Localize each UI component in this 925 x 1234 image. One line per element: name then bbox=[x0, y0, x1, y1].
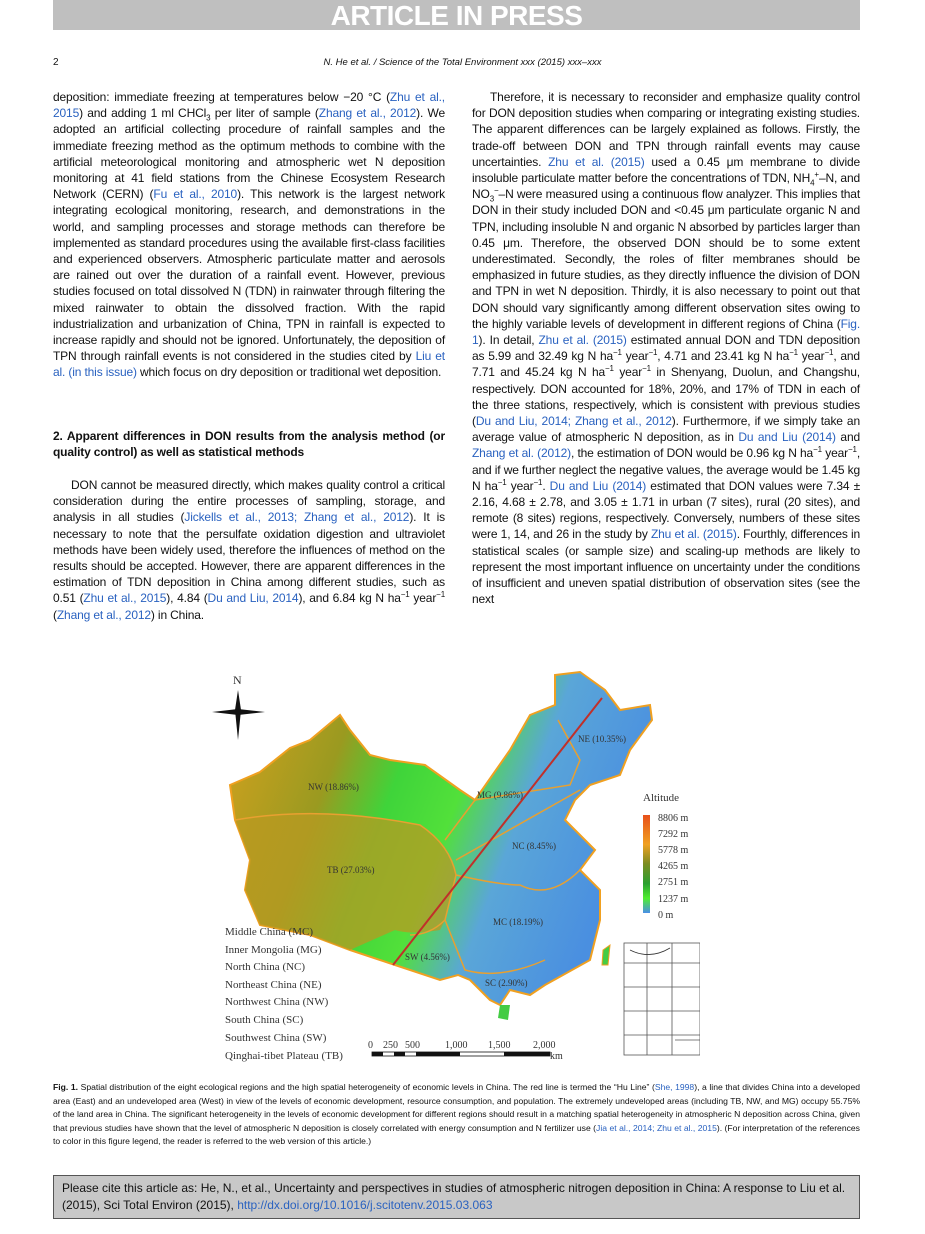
text-run: per liter of sample ( bbox=[210, 106, 319, 121]
scale-bar bbox=[368, 1040, 563, 1062]
superscript: −1 bbox=[642, 364, 651, 374]
superscript: −1 bbox=[648, 348, 658, 358]
legend-entry: Northwest China (NW) bbox=[225, 996, 329, 1008]
reference-link[interactable]: Zhu et al. (2015) bbox=[548, 154, 645, 169]
reference-link[interactable]: Du and Liu (2014) bbox=[738, 430, 836, 445]
subscript: 4 bbox=[810, 178, 815, 188]
superscript: −1 bbox=[400, 590, 410, 600]
superscript: −1 bbox=[533, 477, 543, 487]
legend-entry: Southwest China (SW) bbox=[225, 1032, 327, 1044]
region-label: NC (8.45%) bbox=[512, 841, 556, 851]
region-label: TB (27.03%) bbox=[327, 865, 375, 875]
region-label: SC (2.90%) bbox=[485, 978, 528, 988]
altitude-title: Altitude bbox=[643, 792, 680, 804]
text-run: , the estimation of DON would be 0.96 kg N ha bbox=[570, 446, 814, 461]
subscript: 3 bbox=[489, 194, 495, 204]
legend-entry: Qinghai-tibet Plateau (TB) bbox=[225, 1050, 343, 1062]
altitude-tick: 4265 m bbox=[658, 861, 689, 872]
text-run: –N were measured using a continuous flow analyzer. This implies that DON in their study included DON and <0.45 μm particulate organic N and TPN, including insoluble N and organic N absorbed by particles larger than 0.45 μm. Therefore, the observed DON should be to some extent underestimated. Secondly, the roles of filter membranes should be emphasized in future studies, as they directly influence the division of DON and TPN in wet N deposition. Thirdly, it is also necessary to point out that DON should vary significantly among different observation sites owing to the highly variable levels of development in different regions of China ( bbox=[472, 187, 860, 331]
text-run: year bbox=[409, 591, 437, 606]
text-run: . Fourthly, differences in statistical scales (or sample size) and scaling-up methods are likely to represent the most important influence on uncertainty under the conditions of insufficient and uneven spatial distribution of observation sites (see the next bbox=[472, 527, 860, 607]
text-run: , and 7.71 and 45.24 kg N ha bbox=[472, 349, 860, 380]
reference-link[interactable]: Du and Liu (2014) bbox=[549, 478, 647, 493]
text-run: deposition: immediate freezing at temperatures below −20 °C ( bbox=[53, 90, 390, 104]
text-run: ( bbox=[53, 607, 57, 622]
text-run: year bbox=[613, 365, 643, 380]
superscript: −1 bbox=[789, 348, 798, 358]
reference-link[interactable]: Jia et al., 2014; Zhu et al., 2015 bbox=[596, 1122, 717, 1133]
text-run: year bbox=[621, 349, 649, 364]
text-run: Spatial distribution of the eight ecological regions and the high spatial heterogeneity of economic levels in China. The red line is termed the “Hu Line” ( bbox=[78, 1082, 655, 1092]
section-heading: 2. Apparent differences in DON results from the analysis method (or quality control) as well as statistical methods bbox=[53, 429, 445, 460]
text-run: ), 4.84 ( bbox=[166, 591, 208, 606]
reference-link[interactable]: Zhu et al., 2015 bbox=[83, 591, 167, 606]
reference-link[interactable]: Zhang et al. (2012) bbox=[472, 446, 571, 461]
legend-entry: Northeast China (NE) bbox=[225, 979, 322, 991]
svg-text:2,000: 2,000 bbox=[533, 1040, 556, 1051]
text-run: in Shenyang, Duolun, and Changshu, respectively. DON accounted for 18%, 20%, and 17% of TDN in each of the three stations, respectively, which is consistent with previous studies ( bbox=[472, 365, 860, 429]
figure-caption bbox=[53, 1081, 860, 1149]
page-number: 2 bbox=[53, 57, 59, 68]
reference-link[interactable]: Du and Liu, 2014 bbox=[207, 591, 299, 606]
reference-link[interactable]: Fig. 1 bbox=[472, 316, 860, 348]
south-china-sea-inset bbox=[624, 943, 700, 1055]
text-run: used a 0.45 μm membrane to divide insoluble particulate matter before the concentrations of TDN, NH bbox=[472, 154, 861, 186]
superscript: − bbox=[494, 186, 499, 196]
text-run: ) in China. bbox=[150, 607, 204, 622]
reference-link[interactable]: Zhang et al., 2012 bbox=[56, 607, 151, 622]
right-paragraph-1 bbox=[472, 89, 860, 608]
reference-link[interactable]: http://dx.doi.org/10.1016/j.scitotenv.2015.03.063 bbox=[237, 1197, 493, 1212]
altitude-tick: 7292 m bbox=[658, 829, 689, 840]
left-paragraph-2 bbox=[53, 477, 445, 623]
caption-label: Fig. 1. bbox=[53, 1082, 79, 1092]
superscript: −1 bbox=[848, 445, 857, 455]
text-run: –N, and NO bbox=[472, 171, 860, 202]
text-run: DON cannot be measured directly, which makes quality control a critical consideration during the entire processes of sampling, storage, and analysis in all studies ( bbox=[53, 478, 445, 525]
altitude-tick: 8806 m bbox=[658, 813, 689, 824]
text-run: year bbox=[506, 478, 534, 493]
region-label: SW (4.56%) bbox=[405, 952, 450, 962]
superscript: + bbox=[814, 170, 819, 180]
region-label: NE (10.35%) bbox=[578, 734, 626, 744]
reference-link[interactable]: Liu et al. (in this issue) bbox=[53, 349, 445, 380]
figure-1-map bbox=[200, 660, 700, 1070]
text-run: ). This network is the largest network integrating ecological monitoring, research, and demonstrations in the world, and sampling processes and storage methods can therefore be implemented as standard procedures using the available first-class facilities and experienced observers. Atmospheric particulate matter and aerosols are rained out over the duration of a rainfall event. However, previous studies focused on total dissolved N (TDN) in rainwater through filtering the mixed rainwater to obtain the dissolved fraction. With the rapid industrialization and urbanization of China, TPN in rainfall is expected to increase rapidly and should not be ignored. Unfortunately, the deposition of TPN through rainfall events is not considered in the studies cited by bbox=[53, 187, 445, 364]
left-paragraph-1 bbox=[53, 89, 445, 381]
legend-entry: South China (SC) bbox=[225, 1014, 304, 1026]
altitude-colorbar bbox=[643, 815, 650, 913]
text-run: ). We adopted an artificial collecting procedure of rainfall samples and the immediate freezing method as the optimum methods to combine with the artificial meteorological monitoring and atmospheric wet N deposition monitoring at 41 field stations from the Chinese Ecosystem Research Network (CERN) ( bbox=[53, 106, 445, 202]
north-label: N bbox=[233, 673, 242, 687]
text-run: . bbox=[542, 478, 550, 493]
altitude-tick: 1237 m bbox=[658, 894, 689, 905]
region-label: MG (9.86%) bbox=[477, 790, 523, 800]
svg-text:250: 250 bbox=[383, 1040, 398, 1051]
subscript: 3 bbox=[206, 113, 211, 123]
text-run: ). Furthermore, if we simply take an average value of atmospheric N deposition, as in bbox=[472, 414, 860, 445]
svg-text:km: km bbox=[550, 1051, 563, 1062]
altitude-tick: 2751 m bbox=[658, 877, 689, 888]
text-run: , and if we further neglect the negative values, the average would be 1.45 kg N ha bbox=[472, 446, 861, 493]
reference-link[interactable]: Du and Liu, 2014; Zhang et al., 2012 bbox=[475, 414, 672, 429]
legend-entry: Inner Mongolia (MG) bbox=[225, 944, 322, 956]
svg-text:500: 500 bbox=[405, 1040, 420, 1051]
superscript: −1 bbox=[497, 477, 507, 487]
text-run: ). (For interpretation of the references to color in this figure legend, the reader is referred to the web version of this article.) bbox=[53, 1122, 860, 1146]
running-head: N. He et al. / Science of the Total Environment xxx (2015) xxx–xxx bbox=[323, 57, 602, 68]
text-run: ), a line that divides China into a developed area (East) and an undeveloped area (West) in view of the levels of economic development, resource consumption, and population. The extremely undeveloped areas (including TB, NW, and MG) occupy 55.75% of the land area in China. The significant heterogeneity in the levels of economic development for different regions should result in a matching spatial heterogeneity in atmospheric N deposition across China, given that previous studies have shown that the level of atmospheric N deposition is closely correlated with energy consumption and N fertilizer use ( bbox=[53, 1082, 861, 1133]
text-run: ) and adding 1 ml CHCl bbox=[79, 106, 207, 121]
text-run: Therefore, it is necessary to reconsider and emphasize quality control for DON deposition studies when comparing or integrating existing studies. The apparent differences can be largely explained as follows. Firstly, the trade-off between DON and TPN through rainfall events may cause uncertainties. bbox=[472, 90, 860, 169]
reference-link[interactable]: Zhang et al., 2012 bbox=[318, 106, 417, 121]
reference-link[interactable]: Zhu et al. (2015) bbox=[538, 333, 627, 348]
legend-entry: Middle China (MC) bbox=[225, 926, 313, 938]
text-run: , 4.71 and 23.41 kg N ha bbox=[657, 349, 790, 364]
altitude-tick: 5778 m bbox=[658, 845, 689, 856]
text-run: year bbox=[797, 349, 825, 364]
text-run: estimated annual DON and TDN deposition as 5.99 and 32.49 kg N ha bbox=[472, 333, 861, 364]
superscript: −1 bbox=[436, 590, 445, 600]
reference-link[interactable]: She, 1998 bbox=[654, 1082, 695, 1092]
text-run: Please cite this article as: He, N., et al., Uncertainty and perspectives in studies of atmospheric nitrogen deposition in China: A response to Liu et al. (2015), Sci Total Environ (2015), bbox=[62, 1181, 846, 1212]
region-label: MC (18.19%) bbox=[493, 917, 543, 927]
svg-text:0: 0 bbox=[368, 1040, 373, 1051]
superscript: −1 bbox=[824, 348, 834, 358]
reference-link[interactable]: Jickells et al., 2013; Zhang et al., 2012 bbox=[184, 510, 410, 525]
reference-link[interactable]: Fu et al., 2010 bbox=[153, 187, 238, 202]
compass-rose-icon bbox=[212, 673, 265, 740]
legend-entry: North China (NC) bbox=[225, 961, 306, 973]
svg-text:1,000: 1,000 bbox=[445, 1040, 468, 1051]
superscript: −1 bbox=[613, 348, 622, 358]
text-run: ). It is necessary to note that the persulfate oxidation digestion and ultraviolet methods have been widely used, therefore the influences of method on the results should be accepted. However, there are apparent differences in the estimation of TDN deposition in China among different studies, such as 0.51 ( bbox=[53, 510, 445, 606]
reference-link[interactable]: Zhu et al., 2015 bbox=[53, 90, 445, 121]
superscript: −1 bbox=[605, 364, 614, 374]
text-run: and bbox=[835, 430, 861, 445]
reference-link[interactable]: Zhu et al. (2015) bbox=[650, 527, 737, 542]
region-label: NW (18.86%) bbox=[308, 782, 359, 792]
citation-box bbox=[53, 1175, 860, 1219]
article-in-press-banner: ARTICLE IN PRESS bbox=[53, 0, 860, 30]
text-run: estimated that DON values were 7.34 ± 2.16, 4.68 ± 2.78, and 3.05 ± 1.71 in urban (7 sites), rural (20 sites), and remote (8 sites) regions, respectively. Conversely, numbers of these sites were 1, 14, and 26 in the study by bbox=[472, 478, 861, 542]
text-run: ). In detail, bbox=[478, 333, 539, 348]
text-run: which focus on dry deposition or traditional wet deposition. bbox=[136, 365, 442, 380]
text-run: year bbox=[821, 446, 848, 461]
text-run: ), and 6.84 kg N ha bbox=[298, 591, 401, 606]
svg-text:1,500: 1,500 bbox=[488, 1040, 511, 1051]
altitude-tick: 0 m bbox=[658, 910, 674, 921]
superscript: −1 bbox=[813, 445, 822, 455]
